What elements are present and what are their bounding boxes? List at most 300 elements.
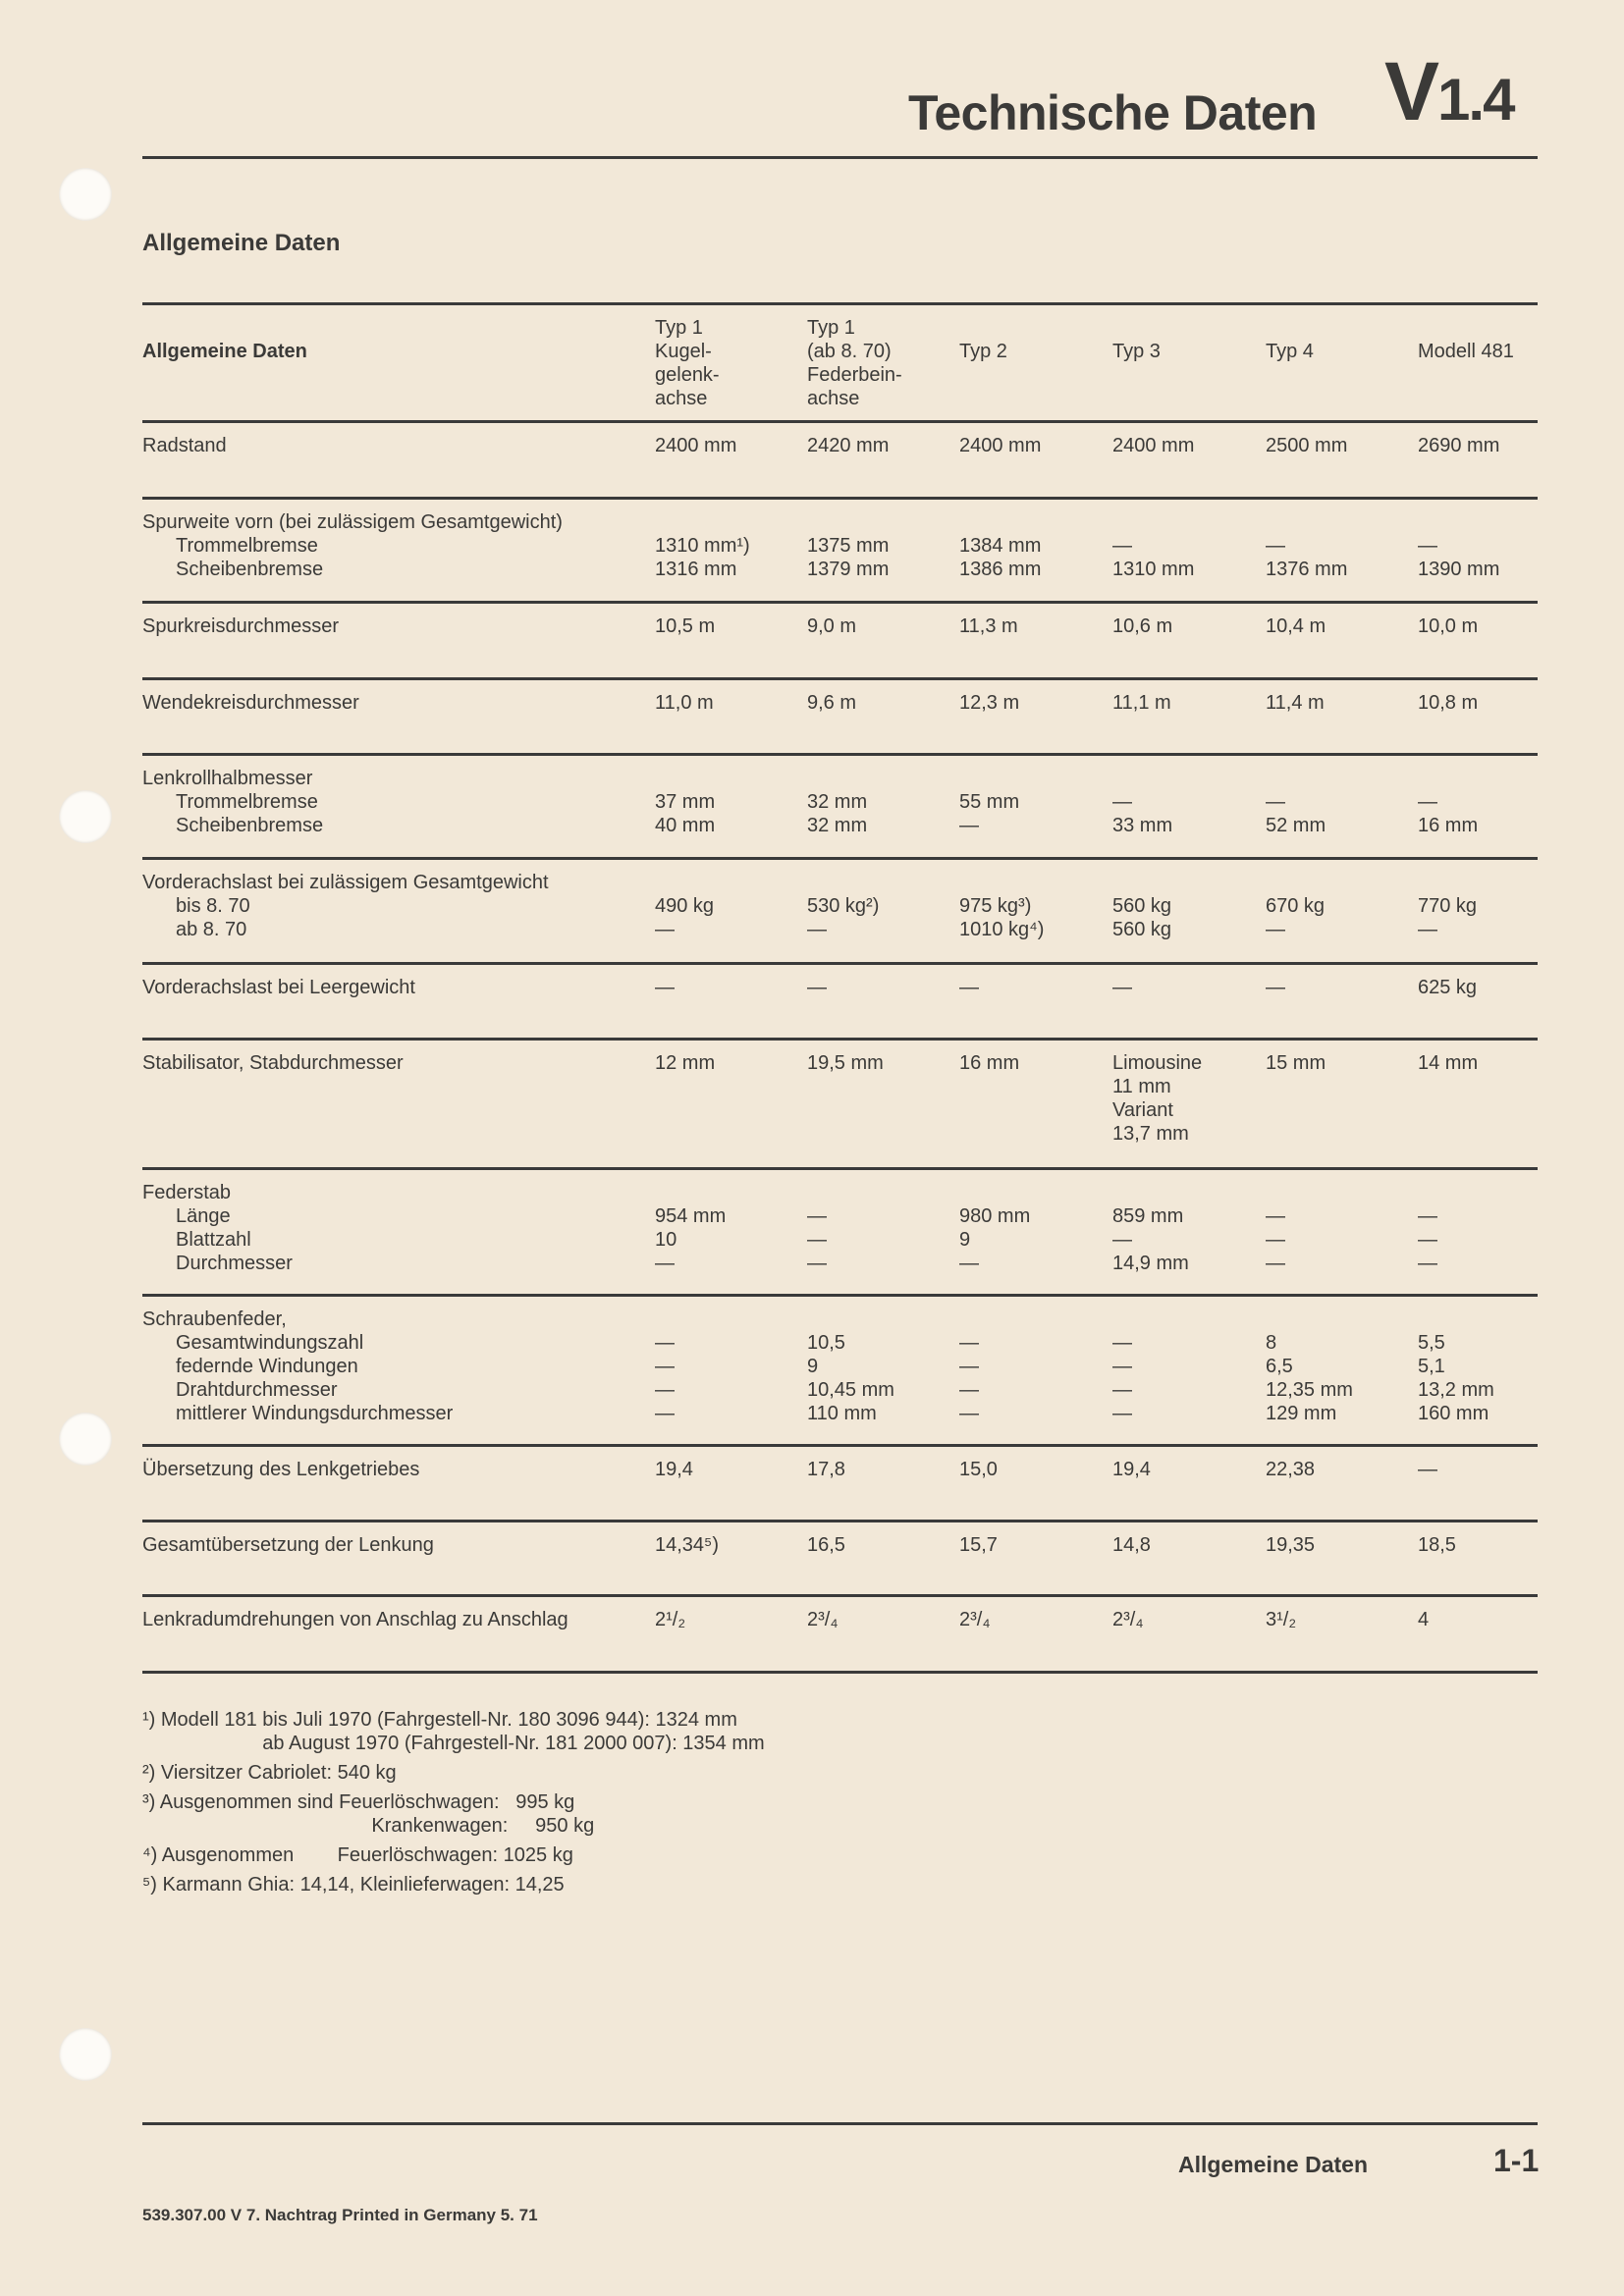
cell-value bbox=[1112, 871, 1171, 894]
column-header bbox=[1112, 316, 1161, 363]
table-cell bbox=[1112, 1608, 1144, 1631]
punch-hole bbox=[59, 790, 112, 843]
cell-value: — bbox=[1418, 919, 1437, 940]
table-cell bbox=[1112, 767, 1172, 837]
cell-value: 625 kg bbox=[1418, 977, 1478, 998]
cell-value: 11 mm bbox=[1112, 1076, 1171, 1097]
column-header-line bbox=[1112, 316, 1161, 340]
table-cell bbox=[1112, 1533, 1151, 1557]
table-cell bbox=[1112, 691, 1171, 715]
table-cell bbox=[959, 871, 1044, 941]
cell-value: — bbox=[1112, 1356, 1132, 1377]
row-label-line: Lenkradumdrehungen von Anschlag zu Anschlag bbox=[142, 1609, 568, 1630]
column-header bbox=[655, 316, 720, 410]
table-cell bbox=[655, 1608, 685, 1631]
table-cell bbox=[655, 767, 715, 837]
table-cell bbox=[807, 767, 867, 837]
cell-value bbox=[1266, 510, 1347, 534]
row-label-line: Schraubenfeder, bbox=[142, 1308, 287, 1330]
table-cell bbox=[959, 1533, 998, 1557]
cell-value: 10,0 m bbox=[1418, 615, 1479, 637]
column-header-line: Federbein- bbox=[807, 364, 902, 386]
cell-value: — bbox=[655, 1403, 675, 1424]
table-rule bbox=[142, 1038, 1538, 1041]
cell-value: 14,34⁵) bbox=[655, 1534, 719, 1556]
cell-value: 9 bbox=[959, 1229, 971, 1251]
cell-value: — bbox=[807, 1205, 827, 1227]
table-cell bbox=[959, 510, 1041, 581]
table-cell bbox=[1112, 1308, 1132, 1425]
table-cell bbox=[655, 1533, 719, 1557]
cell-value: 1316 mm bbox=[655, 559, 737, 580]
table-cell bbox=[1112, 1181, 1189, 1275]
table-cell bbox=[1418, 1181, 1437, 1275]
cell-value: 490 kg bbox=[655, 895, 715, 917]
table-cell bbox=[1112, 614, 1172, 638]
cell-value: — bbox=[959, 1379, 979, 1401]
row-label-line: mittlerer Windungsdurchmesser bbox=[176, 1403, 454, 1424]
cell-value: 37 mm bbox=[655, 791, 716, 813]
table-cell bbox=[959, 691, 1019, 715]
table-cell bbox=[807, 1458, 845, 1481]
column-header bbox=[807, 316, 902, 410]
row-label bbox=[142, 510, 563, 581]
row-label-line: Scheibenbremse bbox=[176, 559, 324, 580]
cell-value: 12,3 m bbox=[959, 692, 1020, 714]
cell-value: 2³/₄ bbox=[807, 1609, 839, 1630]
cell-value: 11,1 m bbox=[1112, 692, 1171, 714]
column-header-line bbox=[1266, 316, 1314, 340]
table-cell bbox=[959, 1051, 1019, 1075]
cell-value: 16 mm bbox=[959, 1052, 1020, 1074]
table-cell bbox=[959, 1608, 991, 1631]
row-label bbox=[142, 691, 359, 715]
cell-value: — bbox=[655, 1356, 675, 1377]
table-cell bbox=[807, 614, 856, 638]
cell-value: — bbox=[1266, 791, 1285, 813]
cell-value: 11,3 m bbox=[959, 615, 1018, 637]
table-cell bbox=[655, 1308, 675, 1425]
table-rule bbox=[142, 677, 1538, 680]
table-cell bbox=[655, 614, 715, 638]
cell-value: 16,5 bbox=[807, 1534, 845, 1556]
cell-value: 560 kg bbox=[1112, 895, 1172, 917]
table-cell bbox=[1418, 1051, 1478, 1075]
table-rule bbox=[142, 857, 1538, 860]
cell-value: 10 bbox=[655, 1229, 677, 1251]
cell-value: — bbox=[1418, 1459, 1437, 1480]
cell-value: — bbox=[1266, 1205, 1285, 1227]
table-rule bbox=[142, 497, 1538, 500]
row-label bbox=[142, 976, 415, 999]
cell-value: — bbox=[1112, 535, 1132, 557]
table-rule bbox=[142, 1444, 1538, 1447]
cell-value bbox=[1112, 510, 1194, 534]
section-heading: Allgemeine Daten bbox=[142, 230, 341, 256]
row-label-line: Trommelbremse bbox=[176, 535, 318, 557]
cell-value bbox=[807, 1181, 827, 1204]
table-cell bbox=[1266, 434, 1347, 457]
column-header-line: achse bbox=[655, 388, 708, 409]
row-label-line: Radstand bbox=[142, 435, 227, 456]
row-label bbox=[142, 1608, 568, 1631]
cell-value: — bbox=[959, 1253, 979, 1274]
cell-value: 13,7 mm bbox=[1112, 1123, 1189, 1145]
cell-value: — bbox=[1112, 977, 1132, 998]
cell-value: — bbox=[1112, 1403, 1132, 1424]
cell-value bbox=[655, 767, 715, 790]
table-cell bbox=[1266, 1458, 1315, 1481]
table-cell bbox=[655, 1458, 693, 1481]
table-rule bbox=[142, 1167, 1538, 1170]
cell-value: 11,4 m bbox=[1266, 692, 1325, 714]
table-cell bbox=[655, 976, 675, 999]
row-label bbox=[142, 767, 323, 837]
cell-value: 1386 mm bbox=[959, 559, 1042, 580]
table-cell bbox=[1418, 614, 1478, 638]
cell-value: 770 kg bbox=[1418, 895, 1478, 917]
cell-value: 2¹/₂ bbox=[655, 1609, 686, 1630]
cell-value: 5,1 bbox=[1418, 1356, 1445, 1377]
cell-value bbox=[807, 1308, 894, 1331]
row-label bbox=[142, 1051, 404, 1075]
cell-value bbox=[1266, 871, 1325, 894]
cell-value: 1379 mm bbox=[807, 559, 890, 580]
table-rule bbox=[142, 1294, 1538, 1297]
cell-value bbox=[655, 871, 714, 894]
cell-value bbox=[959, 1181, 1030, 1204]
table-cell bbox=[1418, 1458, 1437, 1481]
column-header-line: Modell 481 bbox=[1418, 341, 1514, 362]
column-header-line: achse bbox=[807, 388, 860, 409]
cell-value: — bbox=[807, 1253, 827, 1274]
row-label-line: Übersetzung des Lenkgetriebes bbox=[142, 1459, 420, 1480]
table-cell bbox=[1266, 1533, 1315, 1557]
table-cell bbox=[807, 510, 889, 581]
cell-value: 3¹/₂ bbox=[1266, 1609, 1297, 1630]
cell-value: — bbox=[1266, 919, 1285, 940]
cell-value: — bbox=[807, 919, 827, 940]
column-header bbox=[1418, 316, 1514, 363]
punch-hole bbox=[59, 2028, 112, 2081]
cell-value: 9,6 m bbox=[807, 692, 857, 714]
cell-value: 19,4 bbox=[1112, 1459, 1151, 1480]
column-header-line bbox=[1418, 316, 1514, 340]
cell-value: 2³/₄ bbox=[1112, 1609, 1144, 1630]
row-label bbox=[142, 871, 549, 941]
row-label bbox=[142, 1533, 434, 1557]
table-cell bbox=[959, 614, 1018, 638]
column-header-line: Typ 1 bbox=[807, 317, 855, 339]
table-cell bbox=[807, 1608, 839, 1631]
column-header-line: Typ 4 bbox=[1266, 341, 1314, 362]
cell-value bbox=[1418, 510, 1499, 534]
cell-value bbox=[655, 510, 750, 534]
cell-value: 16 mm bbox=[1418, 815, 1479, 836]
column-header-line: Typ 1 bbox=[655, 317, 703, 339]
cell-value: — bbox=[655, 919, 675, 940]
punch-hole bbox=[59, 168, 112, 221]
cell-value: — bbox=[1418, 1205, 1437, 1227]
cell-value: 14,8 bbox=[1112, 1534, 1151, 1556]
table-rule bbox=[142, 420, 1538, 423]
cell-value: 160 mm bbox=[1418, 1403, 1489, 1424]
table-cell bbox=[1112, 871, 1171, 941]
cell-value: 15,0 bbox=[959, 1459, 998, 1480]
row-label-line: Drahtdurchmesser bbox=[176, 1379, 338, 1401]
row-label bbox=[142, 434, 227, 457]
cell-value: 19,5 mm bbox=[807, 1052, 884, 1074]
footer-section-label: Allgemeine Daten bbox=[1178, 2152, 1368, 2177]
cell-value: 13,2 mm bbox=[1418, 1379, 1494, 1401]
footnote: ³) Ausgenommen sind Feuerlöschwagen: 995 kg bbox=[142, 1791, 575, 1813]
cell-value: 14,9 mm bbox=[1112, 1253, 1189, 1274]
cell-value: 19,35 bbox=[1266, 1534, 1316, 1556]
table-cell bbox=[1112, 510, 1194, 581]
cell-value: — bbox=[1418, 1229, 1437, 1251]
table-cell bbox=[1266, 1608, 1296, 1631]
cell-value: 10,8 m bbox=[1418, 692, 1479, 714]
cell-value bbox=[1418, 871, 1477, 894]
footnotes bbox=[142, 1708, 765, 1896]
table-cell bbox=[959, 1308, 979, 1425]
cell-value: 17,8 bbox=[807, 1459, 845, 1480]
cell-value: 10,6 m bbox=[1112, 615, 1173, 637]
row-label-line: bis 8. 70 bbox=[176, 895, 250, 917]
cell-value: 1384 mm bbox=[959, 535, 1042, 557]
table-cell bbox=[959, 767, 1019, 837]
cell-value: 954 mm bbox=[655, 1205, 727, 1227]
table-cell bbox=[1418, 1308, 1494, 1425]
row-label-line: Gesamtwindungszahl bbox=[176, 1332, 364, 1354]
cell-value: — bbox=[1266, 977, 1285, 998]
row-label-line: federnde Windungen bbox=[176, 1356, 358, 1377]
cell-value: 14 mm bbox=[1418, 1052, 1479, 1074]
section-code-sub: 1.4 bbox=[1437, 67, 1514, 133]
punch-hole bbox=[59, 1413, 112, 1466]
table-cell bbox=[1266, 1181, 1285, 1275]
table-cell bbox=[655, 871, 714, 941]
table-cell bbox=[1266, 510, 1347, 581]
header-rule bbox=[142, 156, 1538, 159]
table-cell bbox=[1112, 1458, 1151, 1481]
cell-value: 18,5 bbox=[1418, 1534, 1456, 1556]
cell-value: 10,5 m bbox=[655, 615, 716, 637]
cell-value: 5,5 bbox=[1418, 1332, 1445, 1354]
column-header-line bbox=[959, 316, 1007, 340]
cell-value bbox=[1112, 1181, 1189, 1204]
row-label-line: Länge bbox=[176, 1205, 231, 1227]
cell-value: 52 mm bbox=[1266, 815, 1326, 836]
table-cell bbox=[1266, 1051, 1326, 1075]
column-header-line: Typ 3 bbox=[1112, 341, 1161, 362]
footnote: ¹) Modell 181 bis Juli 1970 (Fahrgestell-Nr. 180 3096 944): 1324 mm bbox=[142, 1709, 737, 1731]
cell-value: — bbox=[1418, 791, 1437, 813]
row-label-line: Federstab bbox=[142, 1182, 232, 1203]
cell-value: — bbox=[1266, 1253, 1285, 1274]
cell-value: 1375 mm bbox=[807, 535, 890, 557]
cell-value: — bbox=[655, 977, 675, 998]
row-label-line: Stabilisator, Stabdurchmesser bbox=[142, 1052, 404, 1074]
cell-value: 2400 mm bbox=[655, 435, 737, 456]
cell-value bbox=[959, 510, 1041, 534]
table-cell bbox=[655, 434, 736, 457]
cell-value: — bbox=[959, 1332, 979, 1354]
row-label-line: Vorderachslast bei Leergewicht bbox=[142, 977, 415, 998]
cell-value: 12,35 mm bbox=[1266, 1379, 1353, 1401]
row-label bbox=[142, 1308, 453, 1425]
cell-value bbox=[1266, 1181, 1285, 1204]
cell-value: 10,4 m bbox=[1266, 615, 1326, 637]
cell-value: — bbox=[1418, 535, 1437, 557]
table-cell bbox=[959, 1181, 1030, 1275]
cell-value bbox=[807, 510, 889, 534]
cell-value: — bbox=[1418, 1253, 1437, 1274]
print-info: 539.307.00 V 7. Nachtrag Printed in Germany 5. 71 bbox=[142, 2206, 538, 2224]
cell-value: 560 kg bbox=[1112, 919, 1172, 940]
cell-value: 2420 mm bbox=[807, 435, 890, 456]
table-cell bbox=[1418, 976, 1477, 999]
table-cell bbox=[1418, 767, 1478, 837]
cell-value: — bbox=[655, 1379, 675, 1401]
cell-value: — bbox=[1112, 1379, 1132, 1401]
cell-value bbox=[807, 767, 867, 790]
row-label-line: Lenkrollhalbmesser bbox=[142, 768, 313, 789]
table-cell bbox=[1112, 1051, 1202, 1146]
cell-value bbox=[1418, 1308, 1494, 1331]
section-code bbox=[1384, 44, 1513, 139]
footnote: ⁵) Karmann Ghia: 14,14, Kleinlieferwagen: 14,25 bbox=[142, 1874, 565, 1896]
cell-value: 2400 mm bbox=[1112, 435, 1195, 456]
table-cell bbox=[807, 434, 889, 457]
row-label-line: Trommelbremse bbox=[176, 791, 318, 813]
cell-value: 32 mm bbox=[807, 815, 868, 836]
cell-value: 9 bbox=[807, 1356, 819, 1377]
cell-value: 2³/₄ bbox=[959, 1609, 991, 1630]
cell-value: — bbox=[655, 1332, 675, 1354]
cell-value: 10,5 bbox=[807, 1332, 845, 1354]
row-label-line: Spurweite vorn (bei zulässigem Gesamtgewicht) bbox=[142, 511, 563, 533]
table-rule bbox=[142, 962, 1538, 965]
column-header bbox=[1266, 316, 1314, 363]
table-cell bbox=[1266, 691, 1325, 715]
cell-value: 975 kg³) bbox=[959, 895, 1032, 917]
page-title: Technische Daten bbox=[908, 85, 1318, 140]
table-cell bbox=[807, 1051, 884, 1075]
cell-value: 129 mm bbox=[1266, 1403, 1337, 1424]
table-rule bbox=[142, 1520, 1538, 1522]
table-cell bbox=[959, 1458, 998, 1481]
cell-value: — bbox=[1112, 1229, 1132, 1251]
footer-rule bbox=[142, 2122, 1538, 2125]
header-label: Allgemeine Daten bbox=[142, 341, 307, 362]
cell-value: 55 mm bbox=[959, 791, 1020, 813]
cell-value: 8 bbox=[1266, 1332, 1277, 1354]
cell-value bbox=[959, 871, 1044, 894]
cell-value: 2400 mm bbox=[959, 435, 1042, 456]
cell-value bbox=[1112, 1308, 1132, 1331]
table-cell bbox=[807, 871, 879, 941]
cell-value bbox=[959, 1308, 979, 1331]
table-cell bbox=[1418, 510, 1499, 581]
table-cell bbox=[807, 691, 856, 715]
cell-value bbox=[807, 871, 879, 894]
cell-value: 9,0 m bbox=[807, 615, 857, 637]
table-cell bbox=[1418, 1608, 1429, 1631]
footnote: ab August 1970 (Fahrgestell-Nr. 181 2000 007): 1354 mm bbox=[142, 1733, 765, 1754]
cell-value bbox=[1418, 1181, 1437, 1204]
column-header-line: (ab 8. 70) bbox=[807, 341, 892, 362]
cell-value: — bbox=[1112, 1332, 1132, 1354]
table-cell bbox=[1418, 1533, 1456, 1557]
cell-value: 1390 mm bbox=[1418, 559, 1500, 580]
row-label-line: Vorderachslast bei zulässigem Gesamtgewicht bbox=[142, 872, 549, 893]
cell-value: 2500 mm bbox=[1266, 435, 1348, 456]
cell-value: — bbox=[959, 815, 979, 836]
cell-value: 1010 kg⁴) bbox=[959, 919, 1045, 940]
cell-value: 4 bbox=[1418, 1609, 1430, 1630]
table-rule bbox=[142, 302, 1538, 305]
section-code-main: V bbox=[1384, 45, 1438, 137]
cell-value: 1376 mm bbox=[1266, 559, 1348, 580]
table-cell bbox=[655, 691, 714, 715]
cell-value: 980 mm bbox=[959, 1205, 1031, 1227]
table-rule bbox=[142, 601, 1538, 604]
cell-value: — bbox=[1112, 791, 1132, 813]
cell-value: 1310 mm bbox=[1112, 559, 1195, 580]
cell-value: — bbox=[1266, 535, 1285, 557]
table-cell bbox=[1266, 614, 1326, 638]
cell-value bbox=[1418, 767, 1478, 790]
cell-value: 19,4 bbox=[655, 1459, 693, 1480]
table-cell bbox=[655, 510, 750, 581]
table-cell bbox=[1418, 691, 1478, 715]
table-cell bbox=[959, 976, 979, 999]
cell-value: 32 mm bbox=[807, 791, 868, 813]
row-label bbox=[142, 1181, 293, 1275]
cell-value: 22,38 bbox=[1266, 1459, 1316, 1480]
cell-value: 2690 mm bbox=[1418, 435, 1500, 456]
cell-value: Variant bbox=[1112, 1099, 1173, 1121]
cell-value: — bbox=[959, 1356, 979, 1377]
cell-value: 1310 mm¹) bbox=[655, 535, 750, 557]
cell-value: 15 mm bbox=[1266, 1052, 1326, 1074]
cell-value: — bbox=[807, 1229, 827, 1251]
cell-value: — bbox=[655, 1253, 675, 1274]
cell-value: 10,45 mm bbox=[807, 1379, 894, 1401]
cell-value bbox=[655, 1181, 726, 1204]
cell-value bbox=[959, 767, 1019, 790]
table-cell bbox=[1112, 434, 1194, 457]
table-rule bbox=[142, 753, 1538, 756]
cell-value: — bbox=[1266, 1229, 1285, 1251]
row-label bbox=[142, 1458, 419, 1481]
cell-value: 15,7 bbox=[959, 1534, 998, 1556]
cell-value bbox=[1266, 767, 1326, 790]
table-cell bbox=[1266, 767, 1326, 837]
column-header-line: Kugel- bbox=[655, 341, 712, 362]
table-cell bbox=[1112, 976, 1132, 999]
table-cell bbox=[1418, 871, 1477, 941]
table-cell bbox=[1266, 871, 1325, 941]
cell-value: 530 kg²) bbox=[807, 895, 880, 917]
table-cell bbox=[807, 976, 827, 999]
footnote: Krankenwagen: 950 kg bbox=[142, 1815, 595, 1837]
table-cell bbox=[807, 1533, 845, 1557]
footnote: ⁴) Ausgenommen Feuerlöschwagen: 1025 kg bbox=[142, 1844, 573, 1866]
row-label bbox=[142, 614, 339, 638]
page-number: 1-1 bbox=[1493, 2143, 1540, 2178]
